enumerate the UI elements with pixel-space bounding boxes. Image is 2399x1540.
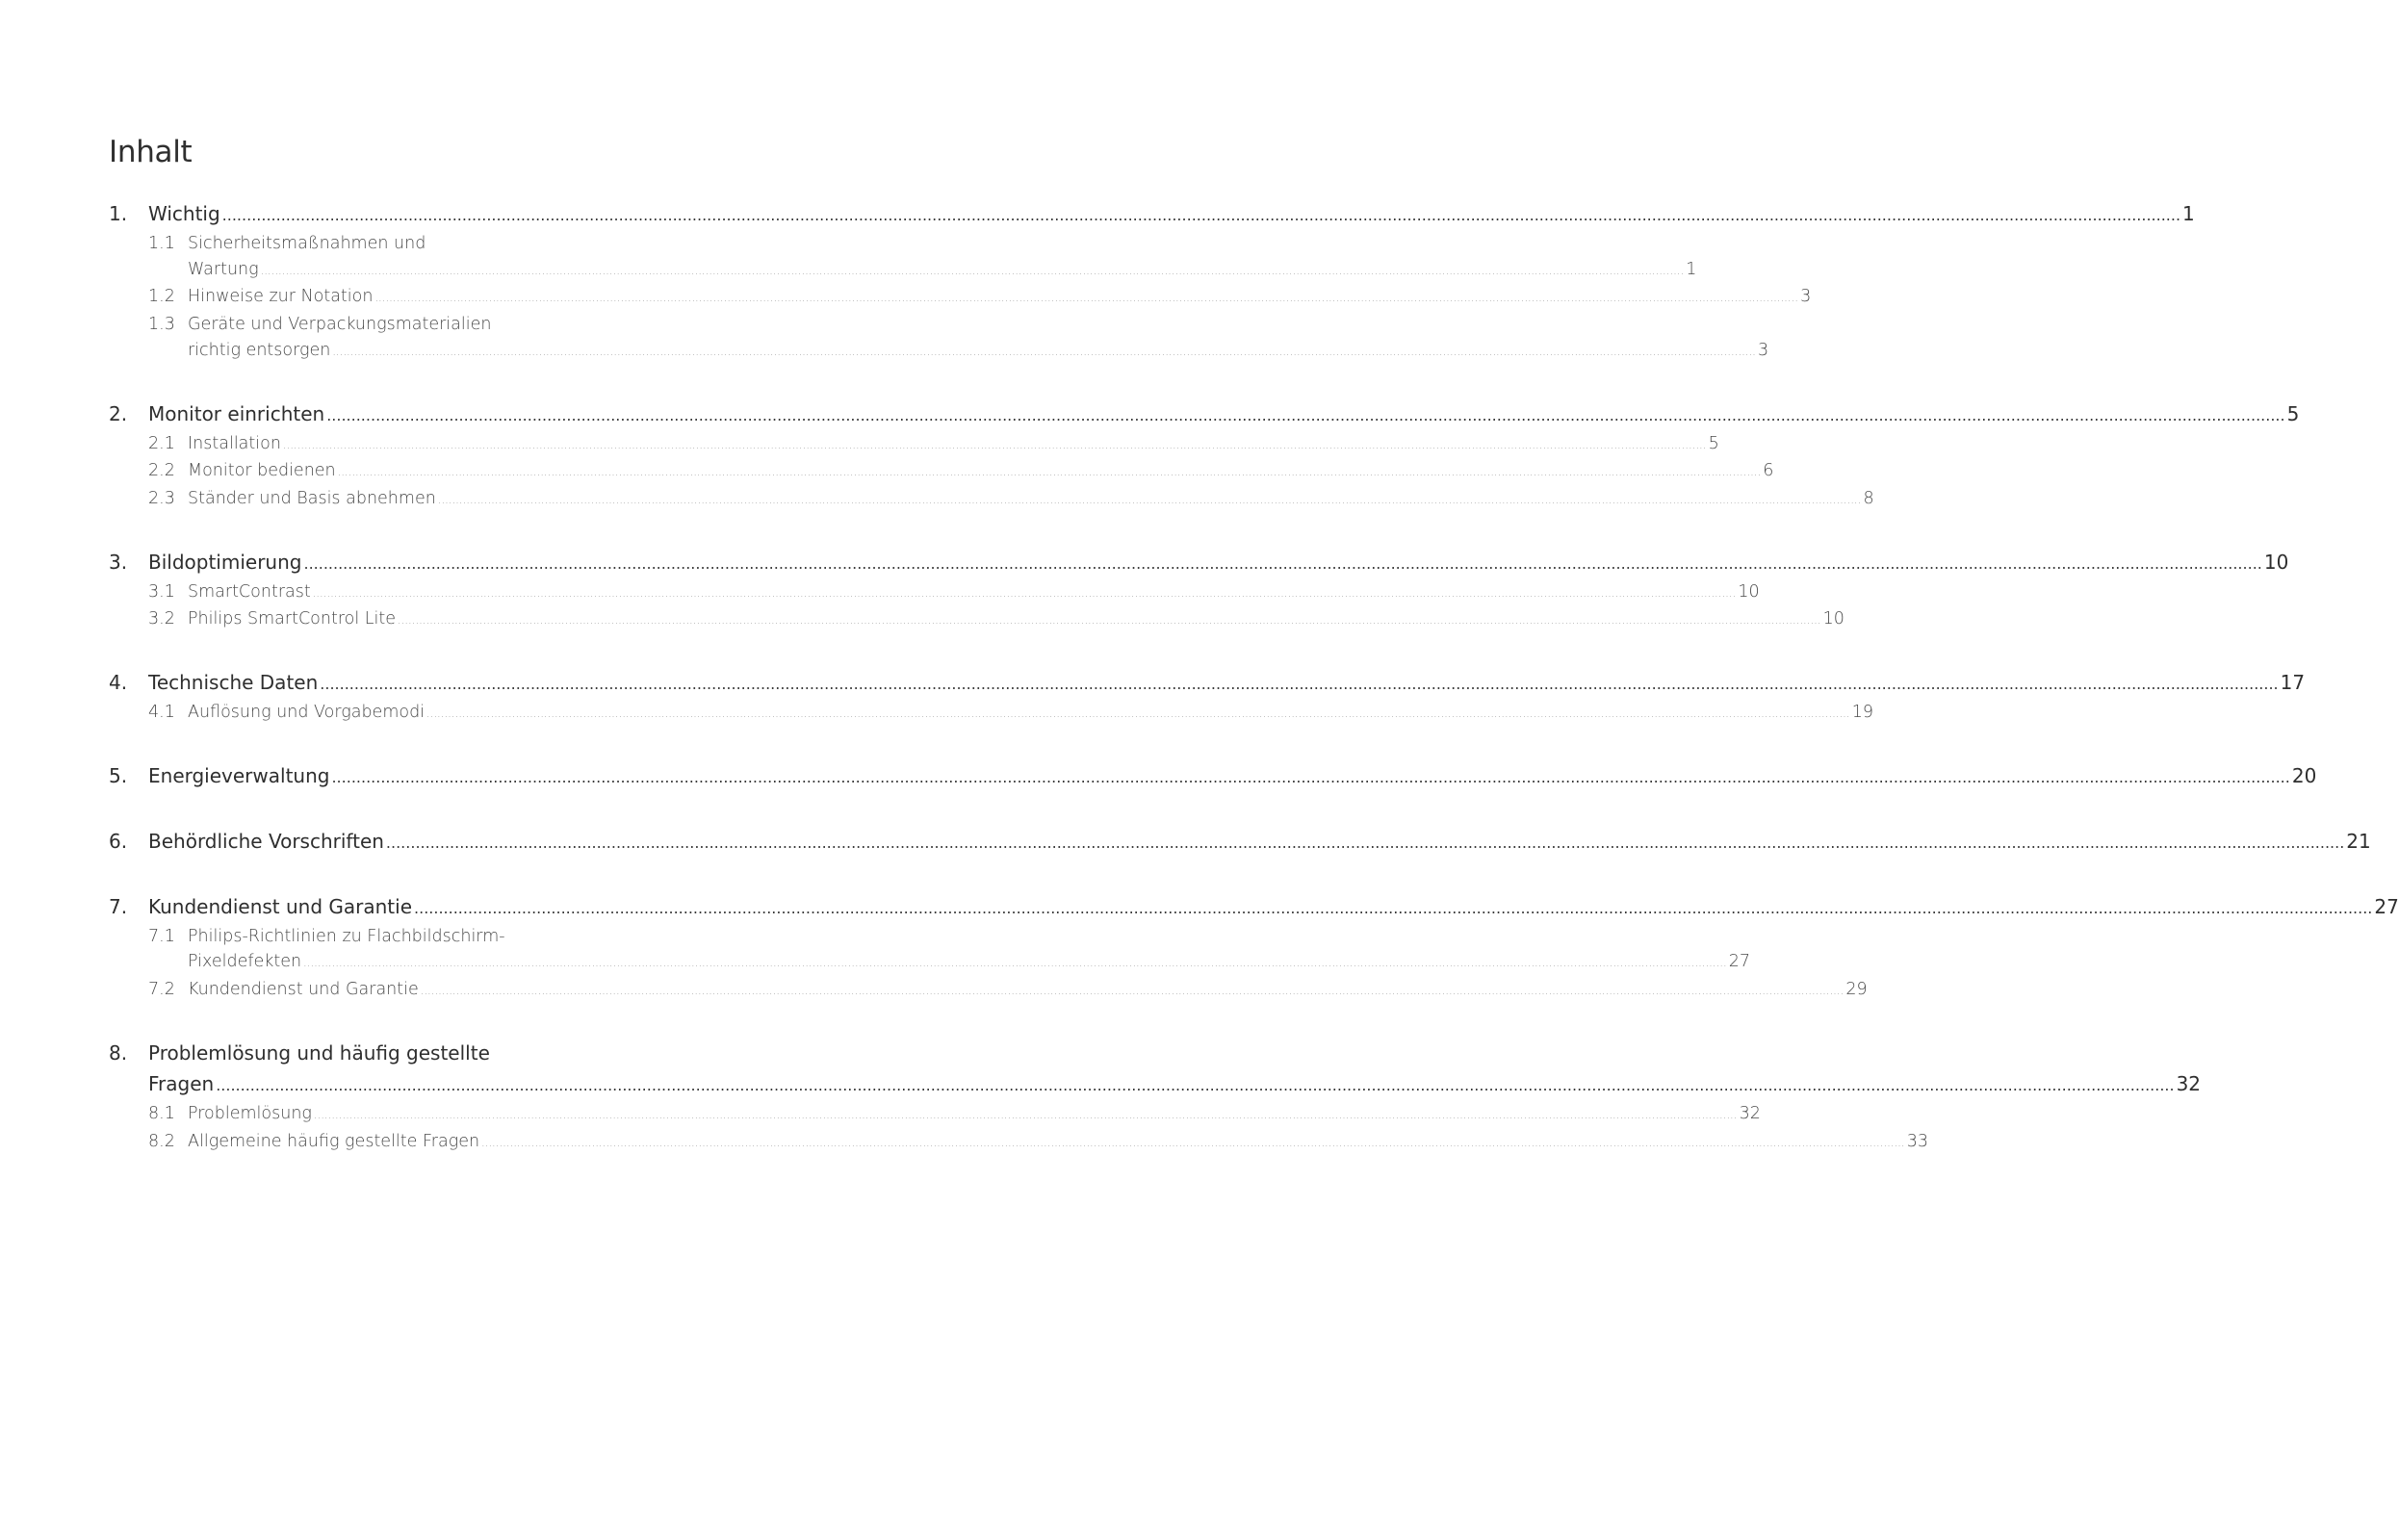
page-title: Inhalt bbox=[109, 135, 193, 169]
toc-leader-dots: ................................................................................................................................................................................................................................................................................................................................................................................................................ bbox=[398, 614, 1821, 628]
toc-leader-dots: ................................................................................................................................................................................................................................................................................................................................................................................................................ bbox=[374, 292, 1799, 305]
toc-subentry bbox=[109, 1129, 1928, 1157]
toc-subentry bbox=[109, 458, 1774, 486]
toc-leader-dots: ................................................................................................................................................................................................................................................................................................................................................................................................................ bbox=[313, 1108, 1738, 1121]
toc-leader-dots: ................................................................................................................................................................................................................................................................................................................................................................................................................ bbox=[426, 707, 1850, 721]
toc-page-number: 29 bbox=[1845, 980, 1868, 1000]
toc-page-number: 5 bbox=[1708, 433, 1719, 453]
toc-subentry bbox=[109, 284, 1812, 312]
toc-number: 1.3 bbox=[148, 315, 175, 335]
toc-label: richtig entsorgen bbox=[188, 340, 331, 360]
table-of-contents bbox=[109, 198, 2399, 1189]
toc-number: 4. bbox=[109, 671, 128, 695]
toc-page-number: 27 bbox=[2374, 894, 2399, 918]
toc-leader-dots: ................................................................................................................................................................................................................................................................................................................................................................................................................ bbox=[326, 405, 2285, 424]
toc-number: 1.2 bbox=[148, 287, 175, 307]
toc-entry bbox=[109, 667, 2306, 700]
toc-leader-dots: ................................................................................................................................................................................................................................................................................................................................................................................................................ bbox=[312, 586, 1737, 600]
toc-number: 1.1 bbox=[148, 234, 175, 253]
toc-page-number: 6 bbox=[1763, 461, 1774, 481]
toc-label: Philips-Richtlinien zu Flachbildschirm- bbox=[188, 926, 505, 946]
toc-label: Sicherheitsmaßnahmen und bbox=[188, 234, 426, 253]
toc-section bbox=[109, 760, 2317, 793]
toc-label: Fragen bbox=[148, 1071, 215, 1095]
toc-page-number: 32 bbox=[2176, 1071, 2202, 1095]
toc-entry bbox=[109, 826, 2371, 859]
toc-page-number: 1 bbox=[2182, 202, 2195, 225]
toc-label: Philips SmartControl Lite bbox=[188, 609, 397, 629]
toc-label: Wichtig bbox=[148, 202, 220, 225]
toc-section bbox=[109, 1038, 2202, 1156]
toc-label: Allgemeine häufig gestellte Fragen bbox=[188, 1131, 480, 1151]
toc-number: 7.1 bbox=[148, 926, 175, 946]
toc-leader-dots: ................................................................................................................................................................................................................................................................................................................................................................................................................ bbox=[282, 438, 1707, 451]
toc-entry bbox=[109, 547, 2289, 579]
toc-label: Behördliche Vorschriften bbox=[148, 829, 384, 853]
toc-number: 7.2 bbox=[148, 980, 175, 1000]
toc-page-number: 32 bbox=[1739, 1103, 1761, 1123]
toc-page-number: 1 bbox=[1686, 259, 1697, 279]
toc-number: 6. bbox=[109, 829, 128, 853]
toc-subentry-line bbox=[109, 924, 513, 950]
toc-label: Problemlösung bbox=[188, 1103, 312, 1123]
toc-entry bbox=[109, 760, 2317, 793]
toc-page-number: 20 bbox=[2291, 763, 2317, 787]
toc-label: Technische Daten bbox=[148, 671, 319, 695]
toc-label: Problemlösung und häufig gestellte bbox=[148, 1040, 490, 1065]
toc-leader-dots: ................................................................................................................................................................................................................................................................................................................................................................................................................ bbox=[331, 767, 2290, 786]
toc-number: 7. bbox=[109, 894, 128, 918]
toc-leader-dots: ................................................................................................................................................................................................................................................................................................................................................................................................................ bbox=[420, 985, 1844, 998]
toc-label: Kundendienst und Garantie bbox=[148, 894, 413, 918]
toc-leader-dots: ................................................................................................................................................................................................................................................................................................................................................................................................................ bbox=[481, 1136, 1905, 1149]
toc-label: Ständer und Basis abnehmen bbox=[188, 488, 436, 508]
toc-section bbox=[109, 891, 2399, 1005]
toc-subentry bbox=[109, 606, 1844, 634]
toc-number: 2.3 bbox=[148, 488, 175, 508]
toc-page-number: 27 bbox=[1728, 952, 1751, 972]
toc-number: 2.1 bbox=[148, 433, 175, 453]
toc-leader-dots: ................................................................................................................................................................................................................................................................................................................................................................................................................ bbox=[332, 345, 1756, 358]
toc-label: Monitor bedienen bbox=[188, 461, 336, 481]
toc-number: 3.2 bbox=[148, 609, 175, 629]
toc-label: Installation bbox=[188, 433, 281, 453]
toc-subentry bbox=[109, 338, 1769, 366]
toc-number: 2. bbox=[109, 401, 128, 425]
toc-label: Kundendienst und Garantie bbox=[188, 980, 419, 1000]
toc-number: 8.2 bbox=[148, 1131, 175, 1151]
toc-subentry-line bbox=[109, 231, 513, 257]
toc-page-number: 5 bbox=[2286, 401, 2300, 425]
toc-subentry bbox=[109, 700, 1873, 728]
toc-page-number: 10 bbox=[1822, 609, 1844, 629]
toc-subentry bbox=[109, 486, 1874, 514]
toc-number: 1. bbox=[109, 202, 128, 225]
toc-label: Wartung bbox=[188, 259, 259, 279]
toc-section bbox=[109, 198, 2195, 366]
toc-section bbox=[109, 667, 2306, 728]
toc-subentry bbox=[109, 949, 1751, 977]
toc-subentry bbox=[109, 257, 1697, 285]
toc-leader-dots: ................................................................................................................................................................................................................................................................................................................................................................................................................ bbox=[385, 833, 2345, 852]
toc-subentry bbox=[109, 579, 1760, 607]
toc-label: Bildoptimierung bbox=[148, 550, 302, 574]
toc-section bbox=[109, 826, 2371, 859]
toc-subentry bbox=[109, 977, 1868, 1005]
toc-page-number: 3 bbox=[1758, 340, 1769, 360]
toc-page-number: 17 bbox=[2280, 671, 2306, 695]
toc-page-number: 21 bbox=[2346, 829, 2371, 853]
toc-subentry bbox=[109, 1101, 1761, 1129]
toc-number: 4.1 bbox=[148, 703, 175, 723]
toc-label: Auflösung und Vorgabemodi bbox=[188, 703, 426, 723]
toc-number: 8. bbox=[109, 1040, 128, 1065]
toc-leader-dots: ................................................................................................................................................................................................................................................................................................................................................................................................................ bbox=[320, 675, 2279, 694]
toc-leader-dots: ................................................................................................................................................................................................................................................................................................................................................................................................................ bbox=[337, 466, 1762, 479]
toc-number: 3.1 bbox=[148, 581, 175, 602]
toc-leader-dots: ................................................................................................................................................................................................................................................................................................................................................................................................................ bbox=[260, 264, 1685, 277]
toc-entry bbox=[109, 891, 2399, 924]
toc-entry-line bbox=[109, 1038, 513, 1068]
toc-entry bbox=[109, 1068, 2202, 1101]
toc-subentry bbox=[109, 431, 1719, 459]
toc-label: Hinweise zur Notation bbox=[188, 287, 374, 307]
toc-subentry-line bbox=[109, 312, 513, 338]
toc-label: Geräte und Verpackungsmaterialien bbox=[188, 315, 492, 335]
toc-page-number: 33 bbox=[1906, 1131, 1928, 1151]
toc-label: Pixeldefekten bbox=[188, 952, 302, 972]
toc-label: Energieverwaltung bbox=[148, 763, 330, 787]
toc-number: 2.2 bbox=[148, 461, 175, 481]
toc-leader-dots: ................................................................................................................................................................................................................................................................................................................................................................................................................ bbox=[303, 553, 2262, 573]
toc-section bbox=[109, 398, 2300, 514]
toc-page-number: 8 bbox=[1863, 488, 1874, 508]
toc-number: 3. bbox=[109, 550, 128, 574]
toc-entry bbox=[109, 198, 2195, 231]
toc-leader-dots: ................................................................................................................................................................................................................................................................................................................................................................................................................ bbox=[414, 898, 2373, 917]
toc-leader-dots: ................................................................................................................................................................................................................................................................................................................................................................................................................ bbox=[216, 1075, 2175, 1094]
toc-page-number: 10 bbox=[1738, 581, 1760, 602]
toc-leader-dots: ................................................................................................................................................................................................................................................................................................................................................................................................................ bbox=[221, 206, 2181, 224]
toc-label: Monitor einrichten bbox=[148, 401, 325, 425]
toc-number: 8.1 bbox=[148, 1103, 175, 1123]
toc-entry bbox=[109, 398, 2300, 431]
toc-page-number: 3 bbox=[1800, 287, 1812, 307]
toc-section bbox=[109, 547, 2289, 634]
toc-page-number: 10 bbox=[2263, 550, 2289, 574]
toc-page-number: 19 bbox=[1851, 703, 1873, 723]
toc-number: 5. bbox=[109, 763, 128, 787]
toc-leader-dots: ................................................................................................................................................................................................................................................................................................................................................................................................................ bbox=[437, 493, 1862, 506]
toc-leader-dots: ................................................................................................................................................................................................................................................................................................................................................................................................................ bbox=[303, 957, 1727, 970]
toc-label: SmartContrast bbox=[188, 581, 311, 602]
